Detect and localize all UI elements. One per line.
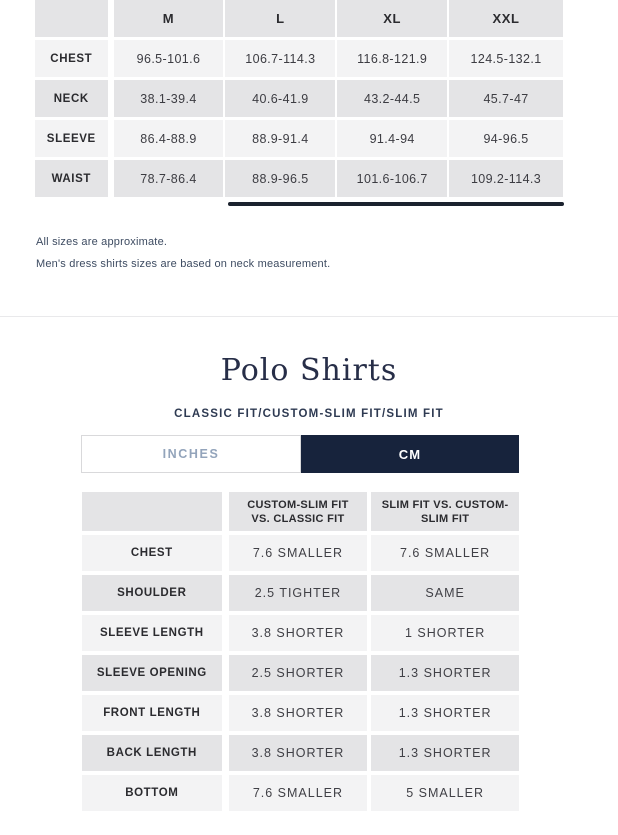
sleeve-m-value: 86.4-88.9 bbox=[114, 120, 224, 157]
size-table bbox=[33, 0, 565, 200]
sleeve-length-col1-value: 3.8 SHORTER bbox=[229, 615, 368, 651]
front-length-col1-value: 3.8 SHORTER bbox=[229, 695, 368, 731]
chest-xl-value: 116.8-121.9 bbox=[337, 40, 447, 77]
bottom-col2-value: 5 SMALLER bbox=[371, 775, 519, 811]
table-row bbox=[82, 615, 519, 651]
column-header-slim-vs-custom-slim: SLIM FIT VS. CUSTOM-SLIM FIT bbox=[371, 492, 519, 531]
sleeve-length-col2-value: 1 SHORTER bbox=[371, 615, 519, 651]
size-column-header-l: L bbox=[225, 0, 335, 37]
sleeve-opening-col2-value: 1.3 SHORTER bbox=[371, 655, 519, 691]
table-row bbox=[35, 160, 563, 197]
row-label-neck: NECK bbox=[35, 80, 112, 117]
row-label-sleeve-opening: SLEEVE OPENING bbox=[82, 655, 225, 691]
shoulder-col2-value: SAME bbox=[371, 575, 519, 611]
fit-table-header-row bbox=[82, 492, 519, 531]
front-length-col2-value: 1.3 SHORTER bbox=[371, 695, 519, 731]
neck-xxl-value: 45.7-47 bbox=[449, 80, 563, 117]
waist-m-value: 78.7-86.4 bbox=[114, 160, 224, 197]
neck-m-value: 38.1-39.4 bbox=[114, 80, 224, 117]
note-neck-measurement: Men's dress shirts sizes are based on neck measurement. bbox=[36, 258, 331, 270]
back-length-col1-value: 3.8 SHORTER bbox=[229, 735, 368, 771]
fit-subtitle: CLASSIC FIT/CUSTOM-SLIM FIT/SLIM FIT bbox=[174, 408, 444, 420]
table-row bbox=[35, 80, 563, 117]
row-label-front-length: FRONT LENGTH bbox=[82, 695, 225, 731]
row-label-back-length: BACK LENGTH bbox=[82, 735, 225, 771]
waist-l-value: 88.9-96.5 bbox=[225, 160, 335, 197]
table-row bbox=[82, 775, 519, 811]
table-row bbox=[82, 735, 519, 771]
row-label-chest: CHEST bbox=[35, 40, 112, 77]
size-table-header-row bbox=[35, 0, 563, 37]
size-column-header-xxl: XXL bbox=[449, 0, 563, 37]
fit-comparison-table bbox=[78, 488, 523, 815]
size-column-header-m: M bbox=[114, 0, 224, 37]
notes bbox=[36, 236, 618, 271]
unit-toggle bbox=[81, 435, 519, 473]
chest-col1-value: 7.6 SMALLER bbox=[229, 535, 368, 571]
shoulder-col1-value: 2.5 TIGHTER bbox=[229, 575, 368, 611]
table-row bbox=[82, 695, 519, 731]
sleeve-opening-col1-value: 2.5 SHORTER bbox=[229, 655, 368, 691]
size-column-header-xl: XL bbox=[337, 0, 447, 37]
row-label-waist: WAIST bbox=[35, 160, 112, 197]
waist-xxl-value: 109.2-114.3 bbox=[449, 160, 563, 197]
chest-xxl-value: 124.5-132.1 bbox=[449, 40, 563, 77]
note-approximate: All sizes are approximate. bbox=[36, 236, 168, 248]
column-header-custom-slim-vs-classic: CUSTOM-SLIM FIT VS. CLASSIC FIT bbox=[229, 492, 368, 531]
table-row bbox=[35, 40, 563, 77]
sleeve-l-value: 88.9-91.4 bbox=[225, 120, 335, 157]
neck-xl-value: 43.2-44.5 bbox=[337, 80, 447, 117]
row-label-shoulder: SHOULDER bbox=[82, 575, 225, 611]
fit-table-corner-cell bbox=[82, 492, 225, 531]
row-label-sleeve-length: SLEEVE LENGTH bbox=[82, 615, 225, 651]
waist-xl-value: 101.6-106.7 bbox=[337, 160, 447, 197]
table-row bbox=[82, 535, 519, 571]
sleeve-xl-value: 91.4-94 bbox=[337, 120, 447, 157]
size-table-corner-cell bbox=[35, 0, 112, 37]
table-row bbox=[82, 655, 519, 691]
section-divider bbox=[0, 316, 618, 317]
horizontal-scrollbar[interactable] bbox=[228, 202, 564, 206]
row-label-chest: CHEST bbox=[82, 535, 225, 571]
chest-l-value: 106.7-114.3 bbox=[225, 40, 335, 77]
cm-toggle-button[interactable]: CM bbox=[301, 435, 519, 473]
row-label-sleeve: SLEEVE bbox=[35, 120, 112, 157]
chest-col2-value: 7.6 SMALLER bbox=[371, 535, 519, 571]
inches-toggle-button[interactable]: INCHES bbox=[81, 435, 301, 473]
table-row bbox=[82, 575, 519, 611]
row-label-bottom: BOTTOM bbox=[82, 775, 225, 811]
neck-l-value: 40.6-41.9 bbox=[225, 80, 335, 117]
chest-m-value: 96.5-101.6 bbox=[114, 40, 224, 77]
size-table-section bbox=[35, 0, 618, 206]
sleeve-xxl-value: 94-96.5 bbox=[449, 120, 563, 157]
back-length-col2-value: 1.3 SHORTER bbox=[371, 735, 519, 771]
table-row bbox=[35, 120, 563, 157]
page-title: Polo Shirts bbox=[220, 353, 398, 388]
bottom-col1-value: 7.6 SMALLER bbox=[229, 775, 368, 811]
